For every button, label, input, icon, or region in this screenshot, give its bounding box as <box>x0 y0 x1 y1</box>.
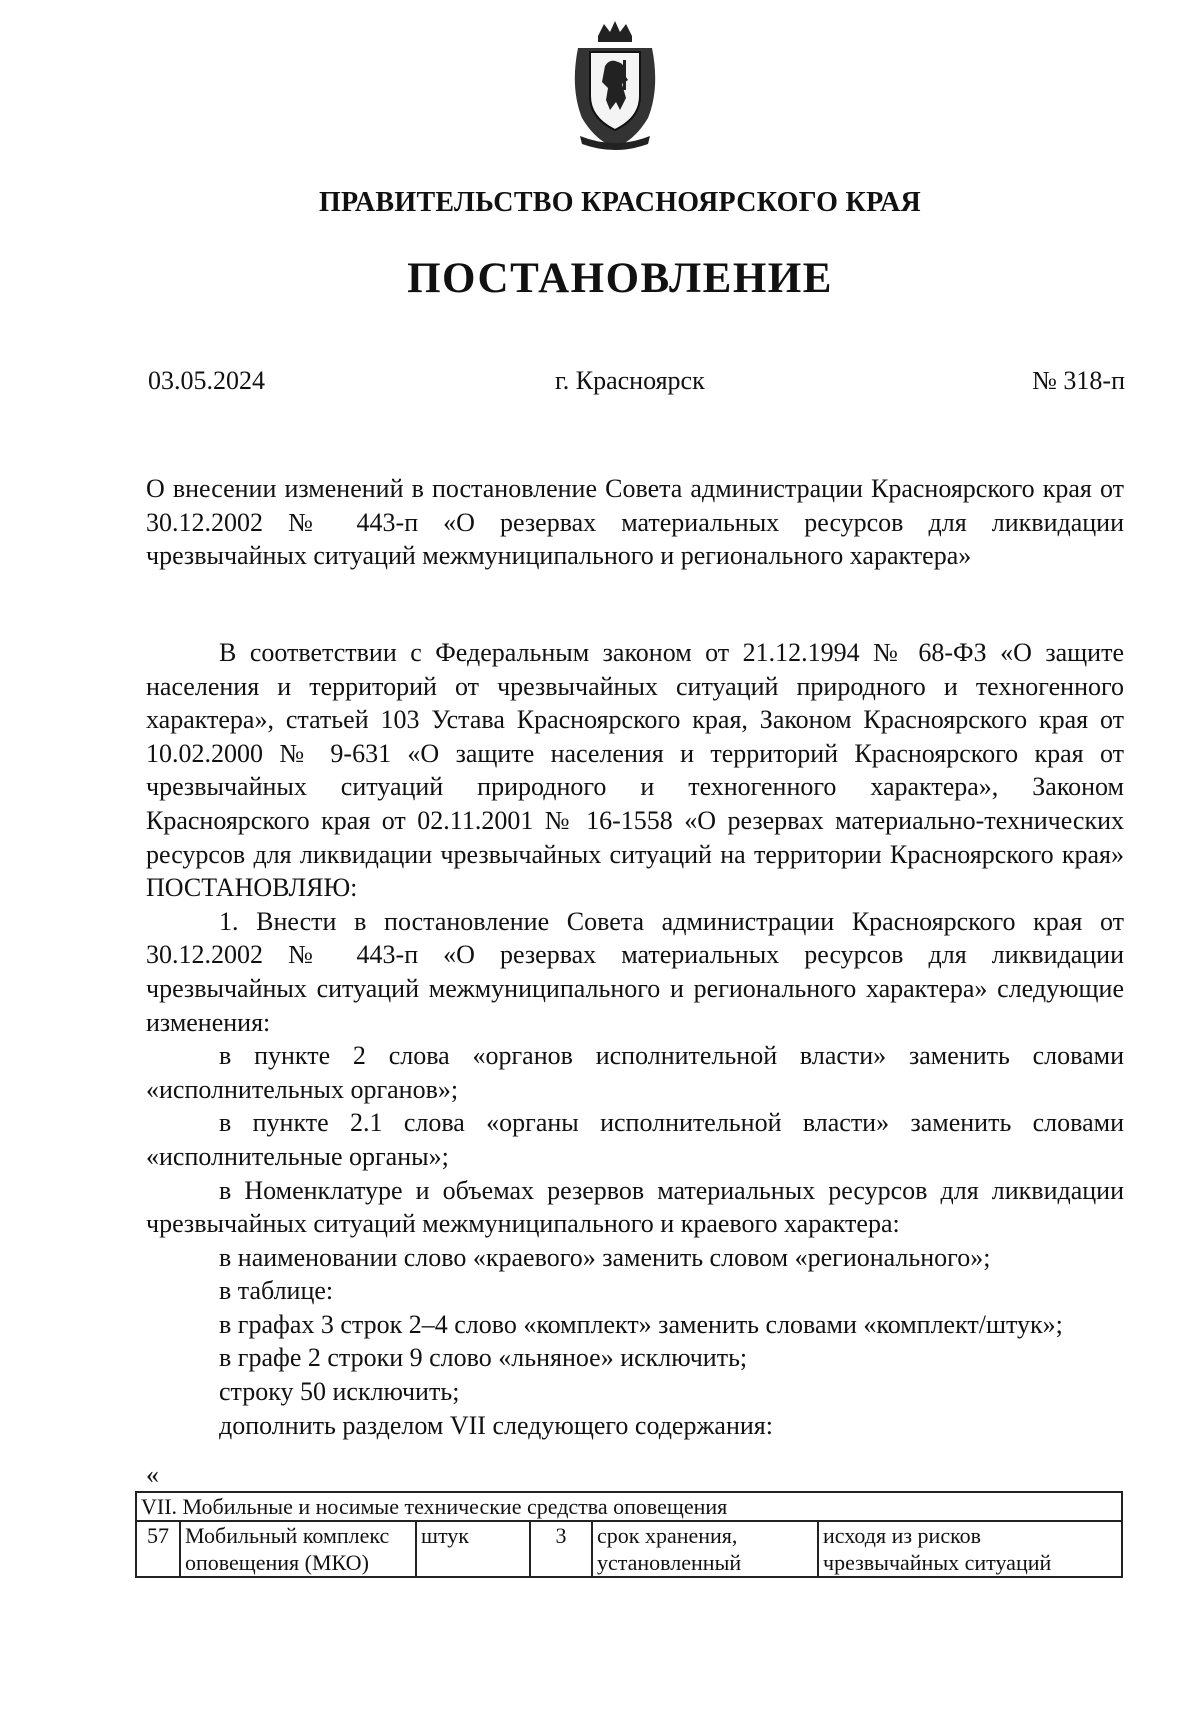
item-name-cell: Мобильный комплекс оповещения (МКО) <box>180 1521 416 1577</box>
document-number: № 318-п <box>1032 366 1125 395</box>
section-vii-table <box>135 1491 1123 1578</box>
document-body <box>146 636 1124 1442</box>
table-section-row <box>136 1492 1122 1521</box>
change-paragraph: строку 50 исключить; <box>219 1377 460 1407</box>
quantity-cell: 3 <box>530 1521 592 1577</box>
item-1-paragraph: 1. Внести в постановление Совета администрации Красноярского края от 30.12.2002 № 443-п «О резервах материальных ресурсов для ликвидации чрезвычайных ситуаций межмуниципального и регионального характера» следующие изменения: <box>146 906 1124 1037</box>
document-subject: О внесении изменений в постановление Совета администрации Красноярского края от 30.12.2002 № 443-п «О резервах материальных ресурсов для ликвидации чрезвычайных ситуаций межмуниципального и регионального характера» <box>146 474 1124 571</box>
document-date: 03.05.2024 <box>148 366 265 395</box>
document-city: г. Красноярск <box>555 366 705 395</box>
change-paragraph: в графе 2 строки 9 слово «льняное» исключить; <box>219 1343 748 1373</box>
unit-cell: штук <box>416 1521 530 1577</box>
row-number-cell: 57 <box>136 1521 180 1577</box>
section-title-cell: VII. Мобильные и носимые технические средства оповещения <box>136 1492 1122 1521</box>
change-paragraph: дополнить разделом VII следующего содержания: <box>219 1410 773 1440</box>
change-paragraph: в Номенклатуре и объемах резервов материальных ресурсов для ликвидации чрезвычайных ситуаций межмуниципального и краевого характера: <box>146 1175 1124 1239</box>
preamble-paragraph: В соответствии с Федеральным законом от 21.12.1994 № 68-ФЗ «О защите населения и территорий от чрезвычайных ситуаций природного и техногенного характера», статьей 103 Устава Красноярского края, Законом Красноярского края от 10.02.2000 № 9-631 «О защите населения и территорий Красноярского края от чрезвычайных ситуаций природного и техногенного характера», Законом Красноярского края от 02.11.2001 № 16-1558 «О резервах материально-технических ресурсов для ликвидации чрезвычайных ситуаций на территории Красноярского края» ПОСТАНОВЛЯЮ: <box>146 638 1124 903</box>
organization-title: ПРАВИТЕЛЬСТВО КРАСНОЯРСКОГО КРАЯ <box>318 187 922 218</box>
basis-cell: исходя из рисков чрезвычайных ситуаций <box>818 1521 1122 1577</box>
table-row <box>136 1521 1122 1577</box>
document-type-title: ПОСТАНОВЛЕНИЕ <box>407 255 833 302</box>
change-paragraph: в таблице: <box>219 1276 334 1306</box>
change-paragraph: в графах 3 строк 2–4 слово «комплект» заменить словами «комплект/штук»; <box>219 1309 1063 1339</box>
change-paragraph: в пункте 2.1 слова «органы исполнительной власти» заменить словами «исполнительные органы»; <box>146 1108 1124 1171</box>
change-paragraph: в наименовании слово «краевого» заменить словом «регионального»; <box>219 1242 991 1272</box>
coat-of-arms-icon <box>560 18 670 153</box>
change-paragraph: в пункте 2 слова «органов исполнительной власти» заменить словами «исполнительных органов»; <box>146 1041 1124 1104</box>
storage-cell: срок хранения, установленный <box>592 1521 818 1577</box>
opening-quote-mark: « <box>146 1460 159 1489</box>
